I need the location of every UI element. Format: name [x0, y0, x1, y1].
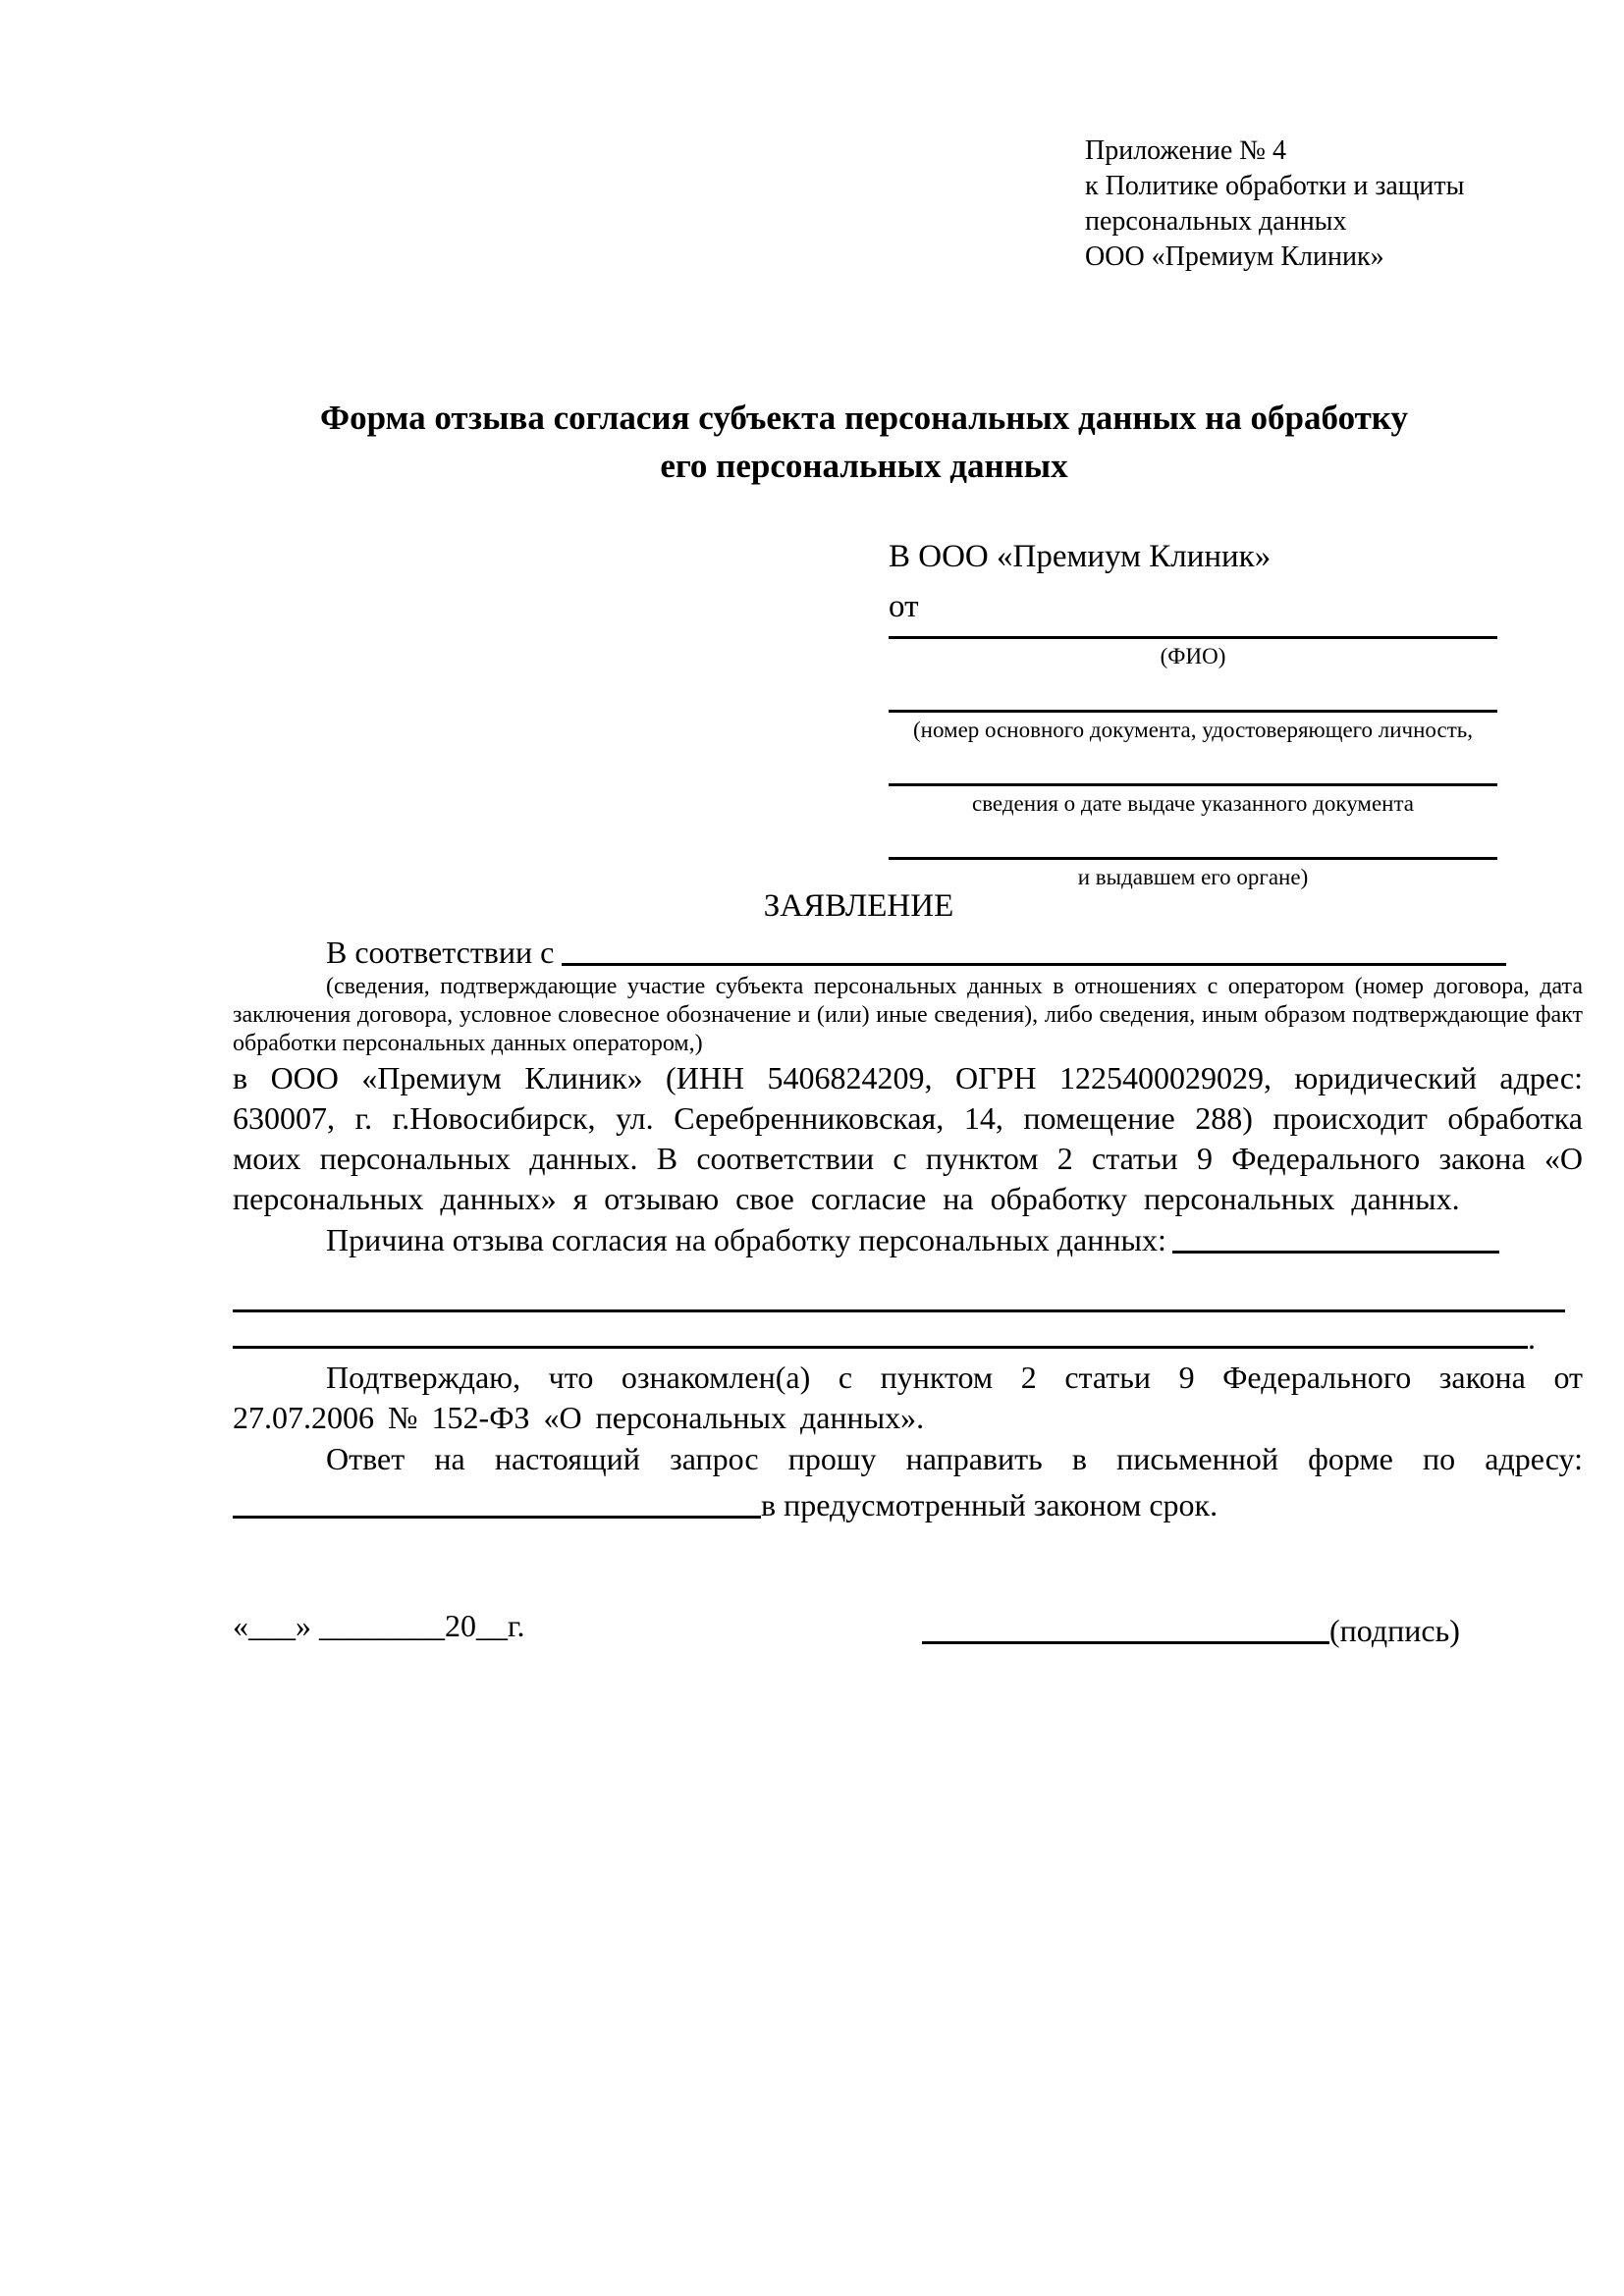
- form-title-line-1: Форма отзыва согласия субъекта персональных данных на обработку: [320, 399, 1408, 437]
- reason-label: Причина отзыва согласия на обработку персональных данных:: [326, 1222, 1166, 1257]
- reason-blank-row-3: [233, 1312, 1583, 1354]
- appendix-line: к Политике обработки и защиты: [1085, 171, 1465, 201]
- appendix-line: ООО «Премиум Клиник»: [1085, 241, 1384, 272]
- appendix-line: персональных данных: [1085, 206, 1347, 237]
- doc-issuer-caption: и выдавшем его органе): [1077, 865, 1309, 889]
- doc-number-blank-line: [889, 710, 1497, 713]
- address-blank-line: [233, 1516, 761, 1519]
- reason-blank-line: [1172, 1251, 1499, 1254]
- signature-block: [922, 1608, 1460, 1649]
- legal-note: (сведения, подтверждающие участие субъекта персональных данных в отношениях с оператором (номер договора, дата заключения договора, условное словесное обозначение и (или) иные сведения), либо сведения, иным образом подтверждающие факт обработки персональных данных оператором,): [233, 974, 1583, 1056]
- reply-request-line: Ответ на настоящий запрос прошу направить в письменной форме по адресу:: [326, 1441, 1583, 1476]
- form-title-line-2: его персональных данных: [660, 447, 1068, 485]
- blank-line-period: .: [1528, 1320, 1536, 1356]
- reason-row: [233, 1219, 1583, 1258]
- doc-number-caption: (номер основного документа, удостоверяющего личность,: [912, 718, 1473, 742]
- fio-blank-line: [889, 636, 1497, 639]
- form-title: [128, 394, 1600, 490]
- reason-blank-line-2: [233, 1272, 1565, 1312]
- statement-body: в ООО «Премиум Клиник» (ИНН 5406824209, ОГРН 1225400029029, юридический адрес: 630007, г. г.Новосибирск, ул. Серебренниковская, 14, помещение 288) происходит обработка моих персональных данных. В соответствии с пунктом 2 статьи 9 Федерального закона «О персональных данных» я отзываю свое согласие на обработку персональных данных.: [233, 1060, 1583, 1216]
- intro-blank-line: [562, 963, 1506, 966]
- doc-issuer-blank-line: [889, 857, 1497, 860]
- signature-blank-line: [922, 1641, 1329, 1644]
- signature-caption: (подпись): [1329, 1613, 1460, 1648]
- statement-heading: ЗАЯВЛЕНИЕ: [763, 888, 954, 924]
- reason-blank-line-3: [233, 1346, 1528, 1349]
- reply-deadline: в предусмотренный законом срок.: [761, 1487, 1218, 1522]
- addressee-to: В ООО «Премиум Клиник»: [889, 539, 1272, 574]
- confirmation-paragraph: Подтверждаю, что ознакомлен(а) с пунктом 2 статьи 9 Федерального закона от 27.07.2006 № 152-ФЗ «О персональных данных».: [233, 1360, 1583, 1435]
- reply-address-row: [233, 1480, 1583, 1523]
- doc-date-caption: сведения о дате выдаче указанного документа: [971, 791, 1415, 816]
- intro-row: [233, 930, 1583, 971]
- fio-caption: (ФИО): [1160, 644, 1226, 668]
- appendix-line: Приложение № 4: [1085, 135, 1286, 166]
- date-blank: «___» ________20__г.: [233, 1608, 525, 1643]
- doc-date-blank-line: [889, 783, 1497, 786]
- intro-prefix: В соответствии с: [326, 934, 555, 970]
- statement-section: [233, 886, 1583, 1523]
- appendix-note: [1085, 133, 1464, 275]
- addressee-from: от: [889, 589, 919, 624]
